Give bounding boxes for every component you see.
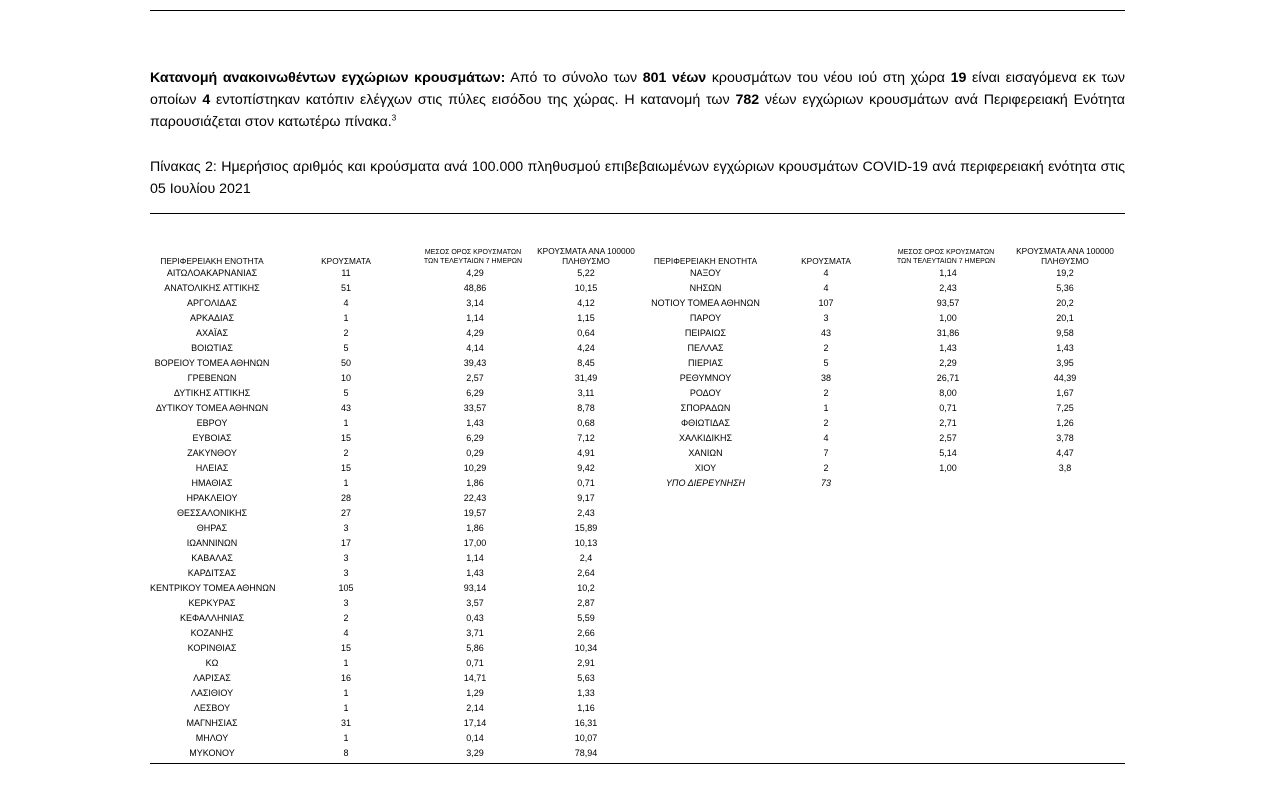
cell-cases: 1 [343,658,349,668]
cell-cases: 2 [343,613,349,623]
cell-per100k: 4,47 [1056,448,1074,458]
cell-per100k: 1,43 [1056,343,1074,353]
cell-region: ΗΜΑΘΙΑΣ [191,478,233,488]
cell-region: ΚΟΡΙΝΘΙΑΣ [187,643,237,653]
cell-per100k: 1,16 [577,703,595,713]
cell-cases: 3 [823,313,829,323]
cell-cases: 1 [343,418,349,428]
cell-region: ΠΕΙΡΑΙΩΣ [684,328,727,338]
cell-avg: 1,14 [466,553,484,563]
cell-cases: 5 [343,388,349,398]
cell-avg: 22,43 [463,493,487,503]
cell-per100k: 44,39 [1053,373,1077,383]
cell-cases: 27 [340,508,351,518]
cell-region: ΘΗΡΑΣ [196,523,228,533]
cell-cases: 3 [343,568,349,578]
cell-region: ΚΑΒΑΛΑΣ [191,553,233,563]
cell-cases: 31 [340,718,351,728]
cell-cases: 1 [343,688,349,698]
cell-per100k: 3,95 [1056,358,1074,368]
cell-cases: 5 [823,358,829,368]
cell-per100k: 5,36 [1056,283,1074,293]
cell-per100k: 0,71 [577,478,595,488]
cell-per100k: 10,13 [574,538,598,548]
intro-text-3: είναι εισαγόμενα εκ των οποίων [150,70,1126,108]
cell-per100k: 9,58 [1056,328,1074,338]
cell-cases: 3 [343,598,349,608]
cell-per100k: 3,78 [1056,433,1074,443]
cell-cases: 1 [343,478,349,488]
cell-cases: 8 [343,748,349,758]
table-bottom-rule [150,763,1125,764]
cell-per100k: 0,64 [577,328,595,338]
intro-bold-2: 19 [950,70,967,86]
cell-cases: 28 [340,493,351,503]
cell-avg: 5,14 [939,448,957,458]
cell-per100k: 9,42 [577,463,595,473]
cell-region: ΑΧΑΪΑΣ [195,328,229,338]
intro-bold-4: 782 [735,92,760,108]
cell-cases: 51 [340,283,351,293]
cell-region: ΠΑΡΟΥ [689,313,722,323]
cell-per100k: 31,49 [574,373,598,383]
cell-cases: 1 [343,703,349,713]
cell-per100k: 4,12 [577,298,595,308]
cell-avg: 14,71 [463,673,487,683]
cell-cases: 43 [340,403,351,413]
table-top-rule [150,213,1125,214]
cell-avg: 3,57 [466,598,484,608]
cell-per100k: 7,25 [1056,403,1074,413]
cell-cases: 105 [338,583,354,593]
cell-region: ΠΕΛΛΑΣ [687,343,724,353]
cell-per100k: 15,89 [574,523,598,533]
cell-cases: 73 [820,478,831,488]
header-per100k-right: ΚΡΟΥΣΜΑΤΑ ΑΝΑ 100000 ΠΛΗΘΥΣΜΟ [1016,246,1114,266]
cell-avg: 48,86 [463,283,487,293]
cell-region: ΝΟΤΙΟΥ ΤΟΜΕΑ ΑΘΗΝΩΝ [651,298,760,308]
cell-per100k: 2,64 [577,568,595,578]
cell-cases: 38 [820,373,831,383]
cell-per100k: 5,22 [577,268,595,278]
cell-avg: 0,43 [466,613,484,623]
cell-cases: 3 [343,553,349,563]
cell-avg: 1,86 [466,478,484,488]
cell-avg: 4,29 [466,268,484,278]
cell-region: ΦΘΙΩΤΙΔΑΣ [681,418,730,428]
cell-per100k: 3,11 [577,388,595,398]
cell-region: ΔΥΤΙΚΟΥ ΤΟΜΕΑ ΑΘΗΝΩΝ [155,403,269,413]
cell-cases: 10 [340,373,351,383]
cell-avg: 93,57 [936,298,960,308]
cell-per100k: 2,4 [579,553,593,563]
cell-per100k: 4,24 [577,343,595,353]
cell-cases: 1 [343,313,349,323]
cell-avg: 1,00 [939,313,957,323]
intro-text-1: Από το σύνολο των [505,70,643,86]
cell-cases: 4 [343,298,349,308]
cell-avg: 17,14 [463,718,487,728]
cell-avg: 93,14 [463,583,487,593]
cell-per100k: 20,1 [1056,313,1074,323]
cell-cases: 11 [341,268,351,278]
cell-cases: 4 [823,283,829,293]
cell-avg: 0,14 [466,733,484,743]
cell-region: ΧΑΝΙΩΝ [688,448,723,458]
cell-per100k: 2,66 [577,628,595,638]
cell-cases: 50 [340,358,351,368]
cell-region: ΠΙΕΡΙΑΣ [687,358,724,368]
cell-avg: 1,86 [466,523,484,533]
cell-per100k: 1,33 [577,688,595,698]
cell-per100k: 7,12 [577,433,595,443]
cell-cases: 4 [823,433,829,443]
cell-per100k: 3,8 [1058,463,1072,473]
cell-region: ΛΕΣΒΟΥ [193,703,231,713]
cell-avg: 2,43 [939,283,957,293]
cell-avg: 2,29 [939,358,957,368]
cell-cases: 2 [823,418,829,428]
cell-region: ΔΥΤΙΚΗΣ ΑΤΤΙΚΗΣ [173,388,251,398]
cell-region: ΡΕΘΥΜΝΟΥ [679,373,732,383]
cell-per100k: 2,91 [577,658,595,668]
cell-region: ΗΛΕΙΑΣ [195,463,229,473]
intro-heading: Κατανομή ανακοινωθέντων εγχώριων κρουσμάτων: [150,70,506,86]
cell-region: ΖΑΚΥΝΘΟΥ [187,448,237,458]
cell-region: ΝΑΞΟΥ [689,268,722,278]
cell-avg: 33,57 [463,403,487,413]
cell-region: ΒΟΙΩΤΙΑΣ [191,343,233,353]
cell-avg: 6,29 [466,388,484,398]
cell-cases: 43 [820,328,831,338]
intro-text-5: νέων εγχώριων κρουσμάτων ανά Περιφερειακή Ενότητα παρουσιάζεται στον κατωτέρω πίνακα. [150,92,1125,130]
intro-text-2: κρουσμάτων του νέου ιού στη χώρα [706,70,951,86]
cell-avg: 26,71 [936,373,960,383]
cell-cases: 1 [343,733,349,743]
cell-per100k: 1,67 [1056,388,1074,398]
cell-region: ΕΥΒΟΙΑΣ [192,433,232,443]
cell-avg: 4,14 [466,343,484,353]
cell-region: ΜΗΛΟΥ [195,733,229,743]
intro-text-4: εντοπίστηκαν κατόπιν ελέγχων στις πύλες εισόδου της χώρας. Η κατανομή των [210,92,736,108]
cell-region: ΚΕΦΑΛΛΗΝΙΑΣ [179,613,245,623]
cell-avg: 3,14 [466,298,484,308]
cell-per100k: 20,2 [1056,298,1074,308]
cell-cases: 4 [823,268,829,278]
cell-region: ΚΑΡΔΙΤΣΑΣ [187,568,237,578]
cell-cases: 2 [823,343,829,353]
cell-region: ΘΕΣΣΑΛΟΝΙΚΗΣ [176,508,248,518]
cell-cases: 15 [340,463,351,473]
cell-per100k: 2,87 [577,598,595,608]
header-cases-right: ΚΡΟΥΣΜΑΤΑ [801,256,851,266]
cell-region: ΚΟΖΑΝΗΣ [190,628,234,638]
top-rule [150,10,1125,11]
cell-cases: 4 [343,628,349,638]
cell-region: ΚΩ [205,658,219,668]
cell-region: ΛΑΣΙΘΙΟΥ [190,688,234,698]
cell-per100k: 19,2 [1056,268,1074,278]
cell-region: ΕΒΡΟΥ [196,418,228,428]
cell-avg: 8,00 [939,388,957,398]
cell-per100k: 2,43 [577,508,595,518]
cell-region: ΚΕΡΚΥΡΑΣ [188,598,236,608]
cell-avg: 1,14 [939,268,957,278]
cell-per100k: 10,2 [577,583,595,593]
cell-avg: 5,86 [466,643,484,653]
cell-per100k: 10,07 [574,733,598,743]
cell-region: ΝΗΣΩΝ [689,283,722,293]
cell-cases: 2 [343,328,349,338]
cell-per100k: 5,59 [577,613,595,623]
cell-avg: 2,14 [466,703,484,713]
cell-cases: 3 [343,523,349,533]
cell-per100k: 8,78 [577,403,595,413]
header-cases: ΚΡΟΥΣΜΑΤΑ [321,256,371,266]
intro-bold-3: 4 [202,92,211,108]
cell-cases: 5 [343,343,349,353]
cell-avg: 10,29 [463,463,487,473]
cell-region: ΙΩΑΝΝΙΝΩΝ [186,538,238,548]
cell-avg: 17,00 [463,538,487,548]
cell-cases: 15 [340,433,351,443]
cell-avg: 1,43 [466,418,484,428]
cell-cases: 7 [823,448,829,458]
cell-region: ΑΙΤΩΛΟΑΚΑΡΝΑΝΙΑΣ [166,268,258,278]
cell-avg: 2,71 [939,418,957,428]
cell-avg: 39,43 [463,358,487,368]
cell-per100k: 9,17 [577,493,595,503]
cell-cases: 17 [340,538,351,548]
table-caption: Πίνακας 2: Ημερήσιος αριθμός και κρούσματα ανά 100.000 πληθυσμού επιβεβαιωμένων εγχώριων κρουσμάτων COVID-19 ανά περιφερειακή ενότητα στις 05 Ιουλίου 2021 [150,159,1125,197]
cell-per100k: 1,26 [1056,418,1074,428]
intro-paragraph [150,67,1125,133]
cell-region: ΧΙΟΥ [694,463,717,473]
cell-avg: 2,57 [466,373,484,383]
cell-region: ΓΡΕΒΕΝΩΝ [187,373,237,383]
header-avg-right: ΜΕΣΟΣ ΟΡΟΣ ΚΡΟΥΣΜΑΤΩΝ ΤΩΝ ΤΕΛΕΥΤΑΙΩΝ 7 ΗΜΕΡΩΝ [896,249,996,265]
cell-region: ΥΠΟ ΔΙΕΡΕΥΝΗΣΗ [665,478,746,488]
cell-cases: 2 [823,388,829,398]
cell-avg: 4,29 [466,328,484,338]
cell-region: ΣΠΟΡΑΔΩΝ [680,403,731,413]
cell-per100k: 8,45 [577,358,595,368]
cell-cases: 15 [340,643,351,653]
cell-region: ΑΡΓΟΛΙΔΑΣ [187,298,237,308]
footnote-marker: 3 [391,113,397,123]
cell-region: ΗΡΑΚΛΕΙΟΥ [186,493,238,503]
cell-per100k: 78,94 [574,748,598,758]
cell-per100k: 16,31 [574,718,598,728]
cell-region: ΑΝΑΤΟΛΙΚΗΣ ΑΤΤΙΚΗΣ [164,283,260,293]
header-avg: ΜΕΣΟΣ ΟΡΟΣ ΚΡΟΥΣΜΑΤΩΝ ΤΩΝ ΤΕΛΕΥΤΑΙΩΝ 7 ΗΜΕΡΩΝ [423,249,523,265]
cell-region: ΡΟΔΟΥ [689,388,722,398]
cell-region: ΒΟΡΕΙΟΥ ΤΟΜΕΑ ΑΘΗΝΩΝ [154,358,270,368]
cell-per100k: 0,68 [577,418,595,428]
cell-cases: 107 [818,298,834,308]
cell-avg: 1,00 [939,463,957,473]
cell-avg: 0,29 [466,448,484,458]
cell-avg: 19,57 [463,508,487,518]
cell-region: ΜΥΚΟΝΟΥ [189,748,235,758]
cell-region: ΜΑΓΝΗΣΙΑΣ [186,718,238,728]
cell-avg: 2,57 [939,433,957,443]
header-per100k: ΚΡΟΥΣΜΑΤΑ ΑΝΑ 100000 ΠΛΗΘΥΣΜΟ [537,246,635,266]
cell-per100k: 5,63 [577,673,595,683]
cell-region: ΑΡΚΑΔΙΑΣ [189,313,235,323]
cell-per100k: 4,91 [577,448,595,458]
cell-cases: 2 [823,463,829,473]
cell-avg: 6,29 [466,433,484,443]
cell-avg: 1,14 [466,313,484,323]
cell-region: ΚΕΝΤΡΙΚΟΥ ΤΟΜΕΑ ΑΘΗΝΩΝ [150,583,276,593]
cell-region: ΧΑΛΚΙΔΙΚΗΣ [678,433,733,443]
cell-cases: 16 [340,673,351,683]
cell-avg: 3,29 [466,748,484,758]
header-region: ΠΕΡΙΦΕΡΕΙΑΚΗ ΕΝΟΤΗΤΑ [160,256,264,266]
cell-avg: 31,86 [936,328,960,338]
cell-per100k: 10,15 [574,283,598,293]
cell-per100k: 10,34 [574,643,598,653]
cell-cases: 2 [343,448,349,458]
cell-avg: 1,43 [466,568,484,578]
cell-region: ΛΑΡΙΣΑΣ [193,673,231,683]
cell-avg: 3,71 [466,628,484,638]
cell-avg: 0,71 [466,658,484,668]
header-region-right: ΠΕΡΙΦΕΡΕΙΑΚΗ ΕΝΟΤΗΤΑ [653,256,758,266]
cell-avg: 1,43 [939,343,957,353]
cell-avg: 0,71 [939,403,957,413]
cell-avg: 1,29 [466,688,484,698]
cell-per100k: 1,15 [577,313,595,323]
cell-cases: 1 [823,403,829,413]
intro-bold-1: 801 νέων [642,70,707,86]
